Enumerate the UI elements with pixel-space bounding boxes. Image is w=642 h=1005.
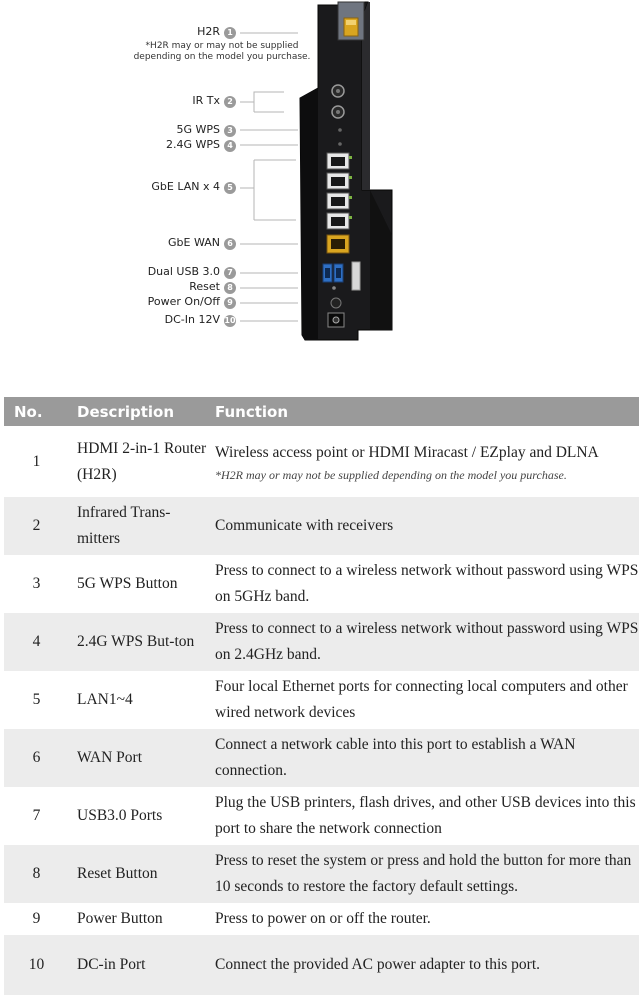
wps-5g-button	[338, 128, 342, 132]
table-row	[4, 555, 639, 613]
cell-no: 1	[32, 452, 41, 470]
badge-8: 8	[224, 282, 236, 294]
table-row	[4, 426, 639, 497]
badge-6: 6	[224, 238, 236, 250]
cell-description: WAN Port	[69, 729, 207, 787]
table-row	[4, 845, 639, 903]
cell-description: USB3.0 Ports	[77, 807, 163, 824]
label-5g-wps: 5G WPS	[176, 123, 220, 136]
function-note: *H2R may or may not be supplied depending on the model you purchase.	[215, 467, 567, 482]
table-row	[4, 671, 639, 729]
label-24g-wps: 2.4G WPS	[165, 138, 220, 151]
cell-no: 6	[4, 729, 69, 787]
badge-10: 10	[224, 316, 236, 325]
label-gbe-lan: GbE LAN x 4	[151, 180, 220, 193]
badge-9: 9	[224, 297, 236, 309]
label-power: Power On/Off	[147, 295, 220, 308]
table-row	[4, 903, 639, 935]
reset-button	[332, 286, 336, 290]
power-button	[331, 298, 341, 308]
cell-function	[207, 426, 639, 497]
cell-description: DC-in Port	[69, 935, 207, 995]
cell-description: HDMI 2-in-1 Router (H2R)	[77, 439, 207, 483]
function-text: Wireless access point or HDMI Miracast / EZplay and DLNA	[215, 443, 599, 461]
leader-lines	[240, 33, 298, 321]
router-rear-diagram	[0, 0, 642, 350]
h2r-note-line2: depending on the model you purchase.	[133, 52, 311, 62]
cell-function: Connect the provided AC power adapter to this port.	[207, 935, 639, 995]
badge-3: 3	[224, 125, 236, 137]
badge-7: 7	[224, 267, 236, 279]
table-row	[4, 935, 639, 995]
cell-no: 7	[32, 807, 41, 824]
label-ir-tx: IR Tx	[192, 94, 220, 107]
cell-description: Infrared Trans-mitters	[69, 497, 207, 555]
router-illustration	[0, 0, 642, 350]
table-row	[4, 497, 639, 555]
h2r-dongle	[338, 2, 364, 40]
cell-no: 3	[32, 575, 41, 592]
cell-no: 9	[32, 910, 41, 927]
cell-description: 2.4G WPS But-ton	[69, 613, 207, 671]
badge-5: 5	[224, 182, 236, 194]
header-function: Function	[207, 397, 639, 426]
label-reset: Reset	[189, 280, 220, 293]
cell-function: Connect a network cable into this port to establish a WAN connection.	[207, 729, 639, 787]
wps-24g-button	[338, 142, 342, 146]
cell-function: Plug the USB printers, flash drives, and other USB devices into this port to share the network connection	[215, 794, 636, 837]
cell-description: LAN1~4	[77, 691, 133, 708]
cell-function: Press to connect to a wireless network without password using WPS on 5GHz band.	[215, 562, 639, 605]
label-h2r: H2R	[197, 25, 220, 38]
table-row	[4, 729, 639, 787]
cell-function: Press to connect to a wireless network without password using WPS on 2.4GHz band.	[207, 613, 639, 671]
badge-1: 1	[224, 27, 236, 39]
cell-function: Press to reset the system or press and hold the button for more than 10 seconds to restore the factory default settings.	[207, 845, 639, 903]
router-body	[300, 2, 392, 340]
cell-no: 5	[32, 691, 41, 708]
cell-no: 10	[4, 935, 69, 995]
cell-description: Reset Button	[69, 845, 207, 903]
cell-function: Four local Ethernet ports for connecting local computers and other wired network devices	[215, 678, 628, 721]
header-description: Description	[69, 397, 207, 426]
badge-2: 2	[224, 96, 236, 108]
cell-no: 8	[4, 845, 69, 903]
label-gbe-wan: GbE WAN	[168, 236, 220, 249]
cell-function: Communicate with receivers	[207, 497, 639, 555]
h2r-note-line1: *H2R may or may not be supplied	[145, 41, 299, 51]
cell-no: 2	[4, 497, 69, 555]
spec-table	[4, 397, 639, 995]
cell-no: 4	[4, 613, 69, 671]
table-header-row	[4, 397, 639, 426]
table-row	[4, 787, 639, 845]
header-no: No.	[4, 397, 69, 426]
label-dc-in: DC-In 12V	[164, 313, 220, 326]
label-dual-usb: Dual USB 3.0	[147, 265, 220, 278]
table-row	[4, 613, 639, 671]
badge-4: 4	[224, 140, 236, 152]
cell-description: 5G WPS Button	[77, 575, 178, 592]
cell-description: Power Button	[77, 910, 163, 927]
cell-function: Press to power on or off the router.	[215, 910, 431, 927]
